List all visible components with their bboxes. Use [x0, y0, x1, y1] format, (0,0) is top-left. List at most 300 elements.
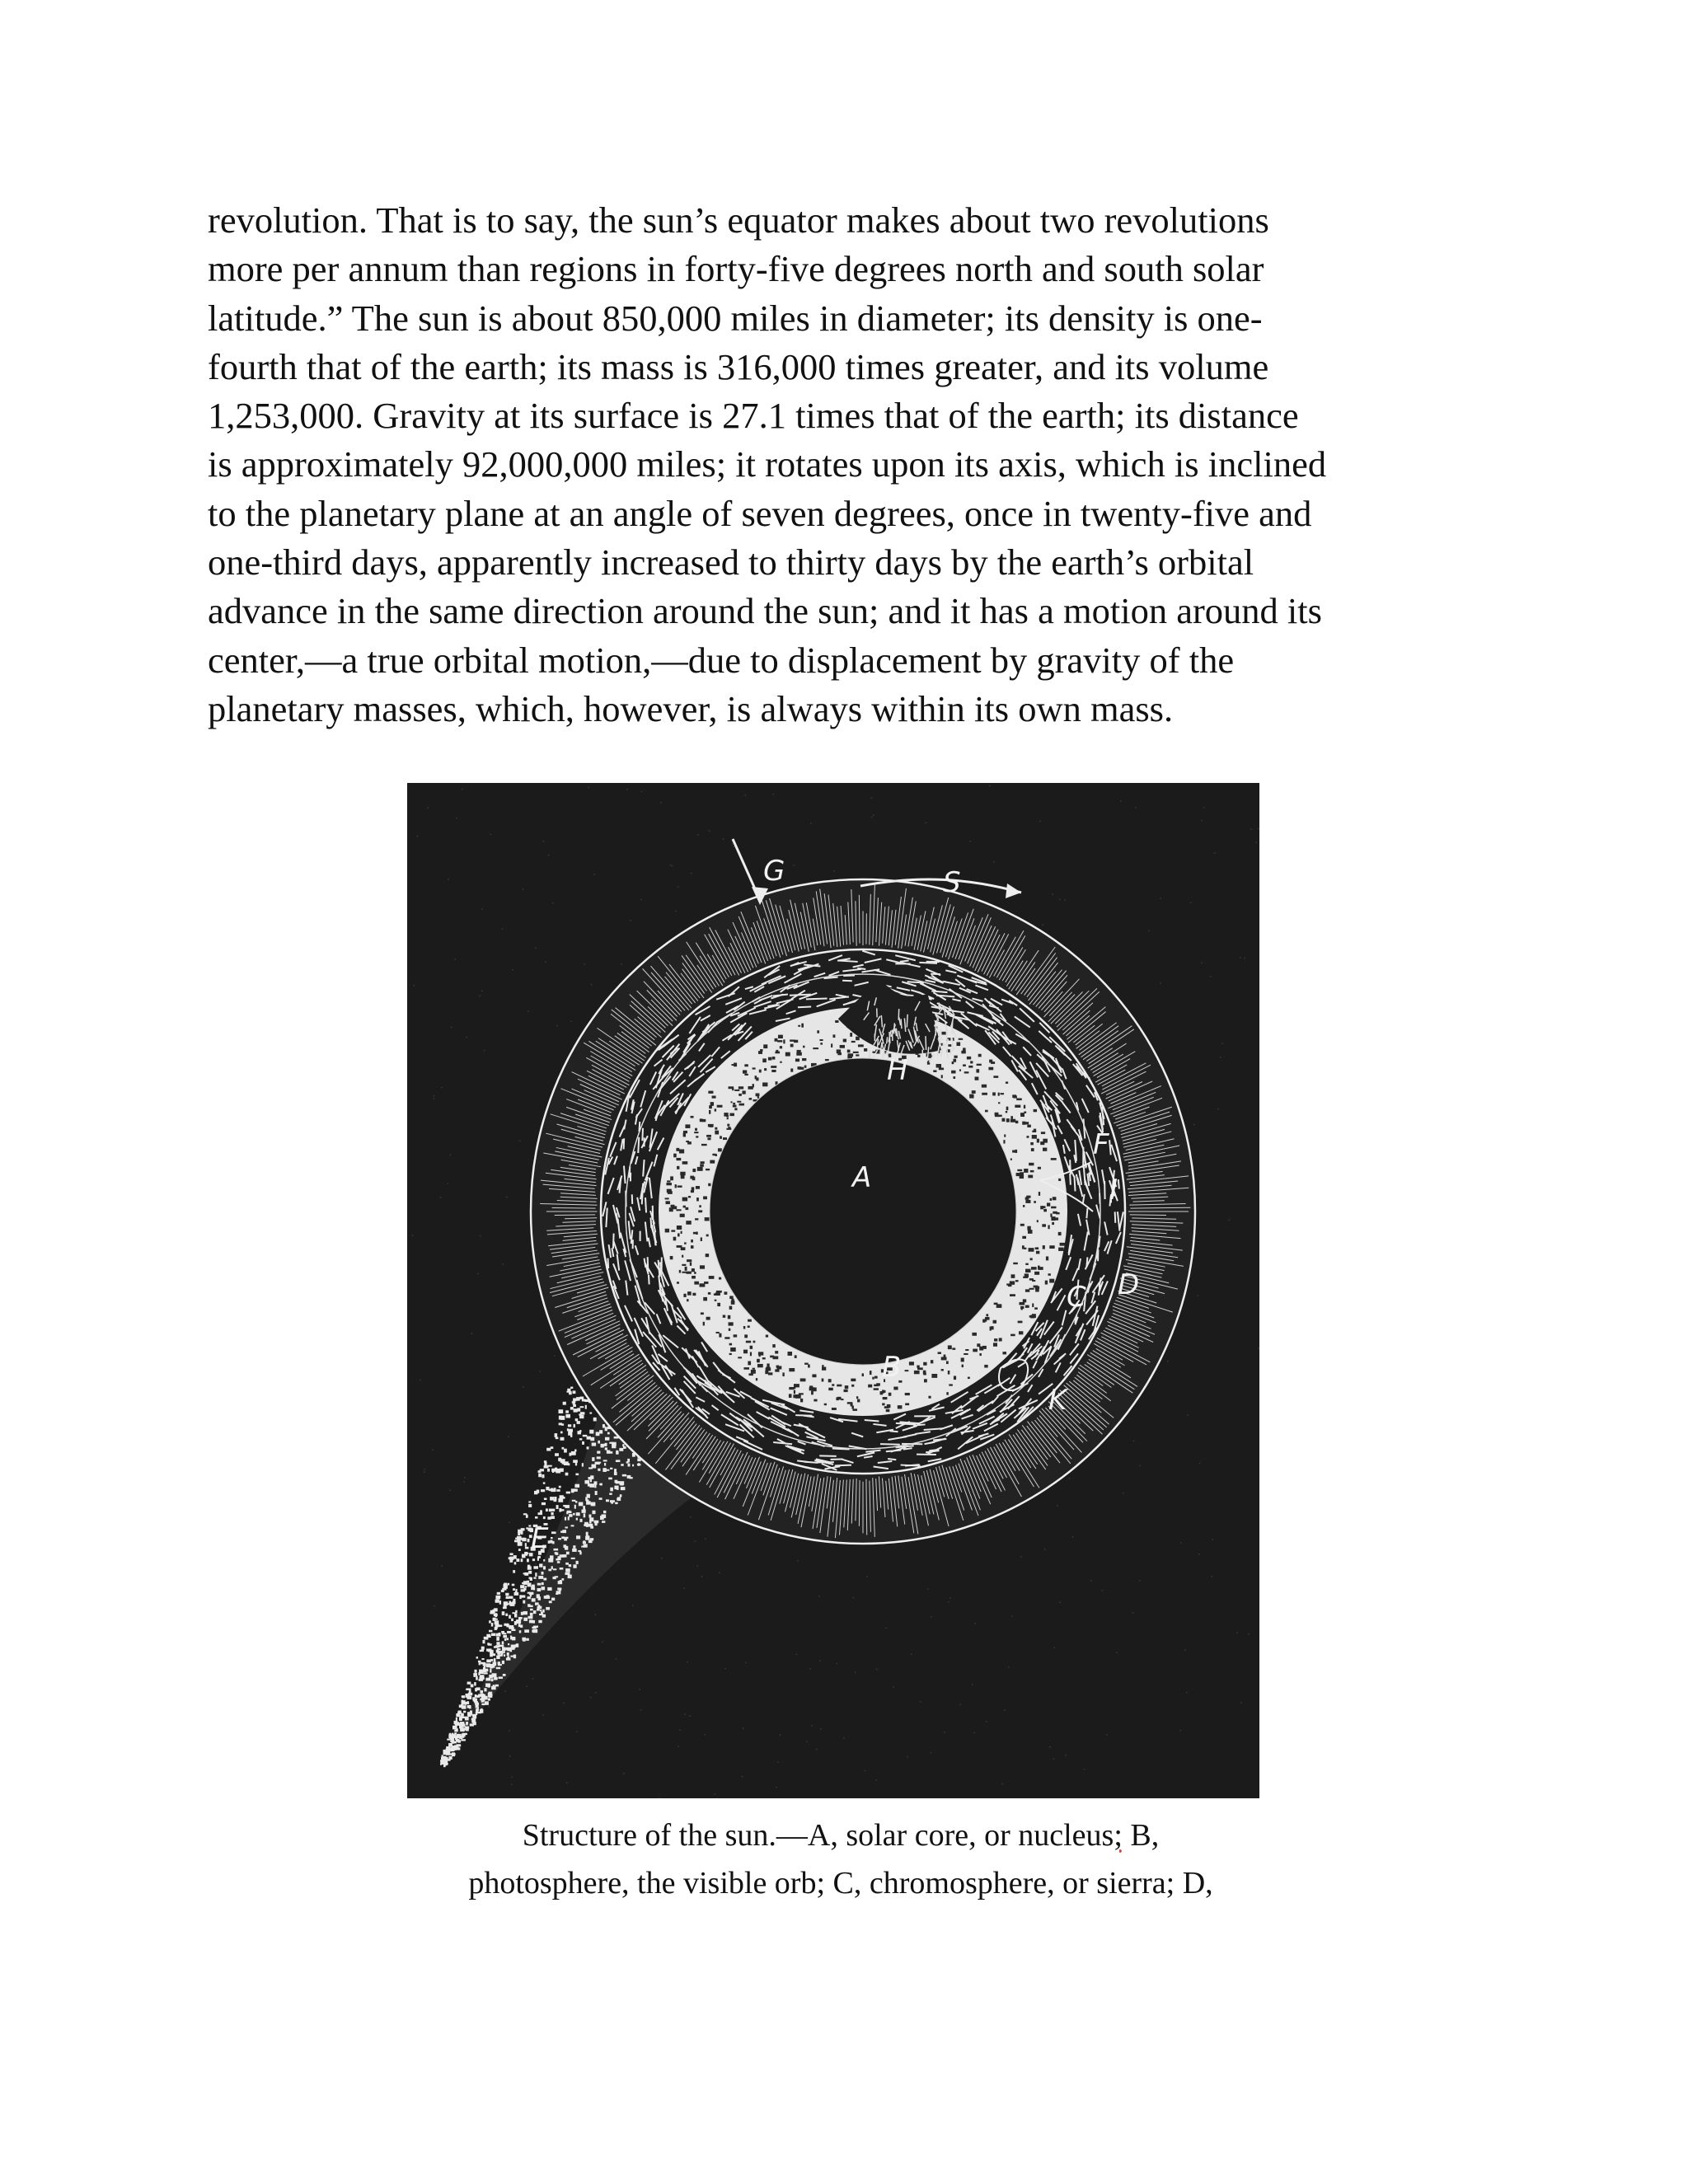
tail-particle [502, 1611, 505, 1615]
tail-particle [586, 1501, 591, 1504]
photosphere-speckle [1041, 1132, 1045, 1134]
photosphere-speckle [1025, 1200, 1030, 1203]
background-grain [554, 1355, 556, 1357]
photosphere-speckle [1002, 1352, 1006, 1354]
tail-particle [592, 1457, 594, 1461]
photosphere-speckle [837, 1385, 842, 1387]
photosphere-speckle [671, 1230, 675, 1231]
background-grain [685, 1713, 687, 1715]
photosphere-speckle [933, 1070, 936, 1072]
tail-particle [509, 1553, 513, 1555]
tail-particle [499, 1645, 502, 1647]
photosphere-speckle [1049, 1245, 1054, 1249]
background-grain [1256, 841, 1258, 843]
photosphere-speckle [1048, 1273, 1051, 1276]
photosphere-speckle [756, 1093, 760, 1096]
background-grain [679, 1730, 681, 1732]
tail-particle [553, 1549, 558, 1551]
photosphere-speckle [1034, 1272, 1039, 1275]
photosphere-speckle [898, 1405, 903, 1408]
photosphere-speckle [667, 1189, 672, 1193]
background-grain [843, 1737, 845, 1739]
photosphere-speckle [683, 1206, 686, 1208]
photosphere-speckle [832, 1034, 835, 1038]
tail-particle [628, 1464, 631, 1467]
tail-particle [614, 1469, 617, 1472]
photosphere-speckle [692, 1293, 696, 1296]
background-grain [724, 1668, 726, 1670]
label-k: K [1048, 1384, 1067, 1417]
tail-particle [504, 1654, 505, 1657]
photosphere-speckle [729, 1113, 734, 1117]
photosphere-speckle [783, 1039, 785, 1043]
background-grain [701, 1576, 703, 1577]
tail-particle [470, 1723, 474, 1726]
tail-particle [467, 1688, 469, 1690]
photosphere-speckle [1025, 1269, 1031, 1272]
photosphere-speckle [845, 1385, 848, 1389]
tail-particle [493, 1685, 495, 1687]
background-grain [926, 823, 927, 824]
tail-particle [483, 1667, 485, 1671]
background-grain [687, 1661, 688, 1663]
photosphere-speckle [715, 1108, 716, 1111]
photosphere-speckle [1051, 1158, 1057, 1160]
tail-particle [571, 1525, 574, 1526]
tail-particle [480, 1650, 484, 1652]
tail-particle [537, 1583, 542, 1586]
chromosphere-dash [1086, 1257, 1087, 1267]
background-grain [489, 1706, 490, 1708]
tail-particle [530, 1609, 533, 1611]
tail-particle [604, 1463, 606, 1466]
background-grain [777, 1761, 779, 1763]
background-grain [975, 1623, 977, 1624]
photosphere-speckle [820, 1043, 823, 1044]
chromosphere-dash [632, 1194, 633, 1204]
tail-particle [525, 1543, 527, 1546]
photosphere-speckle [1020, 1224, 1025, 1226]
tail-particle [535, 1516, 538, 1519]
tail-particle [626, 1461, 629, 1463]
photosphere-speckle [856, 1054, 859, 1056]
photosphere-speckle [985, 1110, 988, 1113]
photosphere-speckle [790, 1039, 795, 1041]
paragraph-line: to the planetary plane at an angle of seven degrees, once in twenty-five and [208, 492, 1312, 534]
background-grain [920, 1701, 921, 1703]
background-grain [875, 1779, 877, 1781]
tail-particle [506, 1638, 509, 1640]
tail-particle [551, 1512, 553, 1515]
photosphere-speckle [691, 1240, 693, 1243]
tail-particle [550, 1555, 553, 1559]
tail-particle [582, 1399, 586, 1401]
tail-particle [575, 1418, 578, 1421]
photosphere-speckle [738, 1357, 742, 1358]
corona-ray [859, 895, 860, 944]
tail-particle [460, 1714, 462, 1718]
background-grain [484, 1050, 485, 1052]
tail-particle [492, 1610, 495, 1614]
photosphere-speckle [704, 1282, 708, 1284]
tail-particle [603, 1468, 606, 1472]
background-grain [1240, 957, 1241, 958]
photosphere-speckle [948, 1345, 952, 1349]
photosphere-speckle [1019, 1331, 1023, 1334]
background-grain [1250, 828, 1252, 830]
tail-particle [510, 1558, 514, 1560]
tail-particle [573, 1545, 575, 1549]
photosphere-speckle [991, 1062, 995, 1064]
background-grain [972, 1684, 973, 1685]
photosphere-speckle [976, 1069, 979, 1072]
tail-particle [573, 1404, 576, 1407]
tail-particle [448, 1756, 451, 1759]
photosphere-speckle [970, 1061, 973, 1063]
tail-particle [506, 1657, 511, 1660]
tail-particle [570, 1387, 573, 1389]
background-grain [920, 882, 921, 883]
tail-particle [596, 1432, 600, 1436]
tail-particle [530, 1593, 532, 1597]
background-grain [1008, 1666, 1010, 1668]
tail-particle [599, 1497, 603, 1500]
label-d: D [1118, 1268, 1140, 1301]
photosphere-speckle [1006, 1107, 1009, 1110]
background-grain [873, 814, 874, 816]
tail-particle [555, 1576, 558, 1577]
photosphere-speckle [1039, 1192, 1040, 1196]
photosphere-speckle [856, 1037, 860, 1041]
tail-particle [492, 1675, 495, 1677]
photosphere-speckle [1028, 1230, 1033, 1234]
tail-particle [565, 1517, 566, 1521]
photosphere-speckle [1015, 1105, 1020, 1108]
tail-particle [548, 1569, 551, 1572]
photosphere-speckle [1053, 1197, 1057, 1200]
tail-particle [593, 1504, 595, 1507]
photosphere-speckle [677, 1282, 679, 1283]
photosphere-speckle [685, 1267, 687, 1271]
photosphere-speckle [1032, 1135, 1037, 1139]
background-grain [1229, 1220, 1231, 1221]
photosphere-speckle [1043, 1245, 1045, 1249]
tail-particle [486, 1648, 491, 1651]
background-grain [1210, 976, 1212, 977]
spellcheck-semicolon[interactable]: ; [1114, 1818, 1123, 1853]
photosphere-speckle [1025, 1305, 1029, 1308]
photosphere-speckle [991, 1326, 994, 1329]
tail-particle [585, 1405, 587, 1409]
photosphere-speckle [1020, 1175, 1024, 1179]
tail-particle [509, 1596, 513, 1599]
tail-particle [476, 1676, 478, 1680]
background-grain [417, 836, 419, 837]
background-grain [640, 1709, 642, 1711]
tail-particle [507, 1647, 511, 1652]
tail-particle [513, 1588, 515, 1591]
background-grain [602, 1642, 603, 1643]
photosphere-speckle [707, 1137, 710, 1140]
background-grain [1217, 1108, 1219, 1110]
tail-particle [566, 1511, 568, 1515]
tail-particle [516, 1619, 521, 1624]
tail-particle [594, 1484, 596, 1488]
tail-particle [515, 1610, 517, 1614]
background-grain [434, 1605, 435, 1607]
tail-particle [486, 1659, 490, 1662]
photosphere-speckle [814, 1399, 817, 1402]
tail-particle [537, 1556, 541, 1558]
tail-particle [446, 1763, 448, 1765]
tail-particle [560, 1495, 564, 1498]
photosphere-speckle [883, 1390, 885, 1393]
photosphere-speckle [995, 1114, 1000, 1117]
tail-particle [575, 1501, 577, 1503]
photosphere-speckle [700, 1164, 704, 1166]
tail-particle [532, 1558, 535, 1561]
tail-particle [447, 1739, 450, 1741]
photosphere-speckle [800, 1378, 806, 1381]
tail-particle [538, 1576, 543, 1579]
tail-particle [573, 1390, 576, 1394]
background-grain [441, 1565, 443, 1567]
photosphere-speckle [857, 1399, 860, 1403]
tail-particle [564, 1537, 567, 1540]
tail-particle [577, 1421, 580, 1424]
photosphere-speckle [712, 1095, 716, 1098]
tail-particle [555, 1453, 559, 1456]
tail-particle [574, 1505, 576, 1509]
tail-particle [487, 1636, 491, 1638]
sun-structure-illustration [407, 783, 1259, 1798]
photosphere-speckle [956, 1042, 960, 1046]
tail-particle [521, 1530, 523, 1534]
tail-particle [573, 1460, 578, 1463]
tail-particle [572, 1500, 576, 1502]
photosphere-speckle [1058, 1179, 1061, 1181]
tail-particle [457, 1740, 461, 1742]
tail-particle [513, 1599, 515, 1602]
photosphere-speckle [1021, 1306, 1023, 1310]
tail-particle [551, 1516, 555, 1519]
background-grain [661, 1558, 663, 1559]
tail-particle [499, 1676, 504, 1679]
photosphere-speckle [835, 1020, 838, 1023]
photosphere-speckle [1025, 1122, 1029, 1124]
tail-particle [565, 1572, 570, 1575]
photosphere-speckle [979, 1347, 983, 1351]
tail-particle [605, 1437, 609, 1441]
background-grain [1202, 963, 1203, 964]
photosphere-speckle [1006, 1118, 1010, 1122]
photosphere-speckle [724, 1113, 728, 1117]
photosphere-speckle [790, 1068, 793, 1071]
photosphere-speckle [715, 1292, 720, 1295]
tail-particle [443, 1750, 445, 1755]
background-grain [632, 1605, 634, 1606]
photosphere-speckle [694, 1282, 699, 1285]
background-grain [451, 1027, 452, 1029]
tail-particle [598, 1441, 600, 1444]
tail-particle [573, 1398, 576, 1401]
photosphere-speckle [1028, 1175, 1033, 1179]
photosphere-speckle [1034, 1129, 1036, 1132]
photosphere-speckle [676, 1158, 681, 1160]
photosphere-speckle [954, 1056, 958, 1058]
background-grain [745, 794, 747, 796]
background-grain [1180, 1542, 1182, 1544]
tail-particle [565, 1473, 569, 1476]
photosphere-speckle [790, 1044, 794, 1047]
background-grain [1084, 1769, 1085, 1770]
photosphere-speckle [963, 1047, 965, 1052]
photosphere-speckle [804, 1066, 807, 1068]
background-grain [523, 888, 524, 890]
tail-particle [629, 1477, 632, 1479]
tail-particle [601, 1444, 604, 1447]
tail-particle [518, 1617, 523, 1619]
tail-particle [540, 1469, 544, 1471]
tail-particle [505, 1593, 509, 1596]
photosphere-speckle [696, 1197, 699, 1201]
tail-particle [612, 1445, 616, 1448]
photosphere-speckle [667, 1180, 670, 1182]
background-grain [414, 985, 415, 987]
tail-particle [572, 1401, 576, 1403]
tail-particle [579, 1415, 584, 1418]
background-grain [837, 1663, 838, 1665]
background-grain [548, 855, 550, 856]
photosphere-speckle [699, 1283, 705, 1286]
tail-particle [562, 1530, 566, 1533]
tail-particle [559, 1486, 561, 1488]
photosphere-speckle [964, 1071, 969, 1073]
h-region-stroke [892, 1030, 893, 1041]
tail-particle [597, 1451, 600, 1453]
background-grain [526, 1685, 528, 1687]
chromosphere-dash [624, 1138, 625, 1149]
photosphere-speckle [723, 1137, 727, 1140]
photosphere-speckle [729, 1306, 733, 1310]
tail-particle [448, 1743, 452, 1747]
photosphere-speckle [952, 1347, 955, 1349]
tail-particle [467, 1682, 471, 1685]
photosphere-speckle [727, 1124, 729, 1127]
paragraph-line: 1,253,000. Gravity at its surface is 27.1 times that of the earth; its distance [208, 395, 1299, 437]
photosphere-speckle [762, 1357, 766, 1359]
photosphere-speckle [852, 1408, 857, 1411]
tail-particle [566, 1552, 570, 1555]
photosphere-speckle [696, 1136, 698, 1137]
photosphere-speckle [841, 1399, 843, 1400]
background-grain [660, 802, 662, 804]
tail-particle [450, 1739, 454, 1742]
tail-particle [558, 1498, 563, 1502]
tail-particle [561, 1578, 564, 1581]
photosphere-speckle [979, 1353, 981, 1356]
photosphere-speckle [706, 1169, 710, 1170]
photosphere-speckle [738, 1094, 742, 1096]
background-grain [490, 834, 492, 836]
photosphere-speckle [1030, 1258, 1033, 1260]
background-grain [1135, 807, 1137, 808]
chromosphere-dash [638, 1137, 639, 1153]
photosphere-speckle [862, 1373, 864, 1376]
tail-particle [592, 1511, 595, 1514]
tail-particle [519, 1630, 522, 1633]
photosphere-speckle [923, 1362, 926, 1366]
photosphere-speckle [1027, 1136, 1029, 1138]
photosphere-speckle [685, 1124, 690, 1128]
photosphere-speckle [1018, 1321, 1023, 1324]
photosphere-speckle [1029, 1288, 1034, 1290]
tail-particle [606, 1499, 609, 1502]
background-grain [509, 1755, 511, 1757]
tail-particle [489, 1620, 491, 1623]
photosphere-speckle [1036, 1251, 1039, 1254]
photosphere-speckle [703, 1297, 707, 1301]
photosphere-speckle [948, 1371, 950, 1375]
background-grain [931, 1616, 932, 1618]
tail-particle [615, 1502, 617, 1505]
tail-particle [523, 1611, 528, 1615]
tail-particle [555, 1433, 558, 1437]
photosphere-speckle [917, 1367, 923, 1370]
tail-particle [584, 1522, 588, 1526]
photosphere-speckle [709, 1110, 710, 1114]
tail-particle [499, 1596, 500, 1598]
tail-particle [483, 1671, 487, 1672]
photosphere-speckle [822, 1365, 823, 1367]
photosphere-speckle [705, 1217, 710, 1221]
tail-particle [555, 1468, 557, 1469]
background-grain [450, 1154, 452, 1155]
photosphere-speckle [893, 1387, 898, 1390]
background-grain [481, 908, 483, 910]
background-grain [675, 911, 677, 912]
tail-particle [551, 1537, 553, 1539]
background-grain [793, 865, 795, 866]
photosphere-speckle [666, 1201, 670, 1204]
tail-particle [516, 1643, 518, 1647]
photosphere-speckle [961, 1357, 964, 1361]
background-grain [689, 1716, 691, 1718]
background-grain [640, 899, 642, 901]
photosphere-speckle [729, 1343, 732, 1346]
background-grain [745, 1662, 747, 1664]
photosphere-speckle [679, 1270, 681, 1273]
background-grain [480, 1235, 481, 1237]
tail-particle [606, 1469, 609, 1471]
tail-particle [560, 1509, 564, 1511]
tail-particle [456, 1713, 460, 1717]
photosphere-speckle [853, 1052, 859, 1053]
paragraph-line: fourth that of the earth; its mass is 316,000 times greater, and its volume [208, 345, 1269, 387]
tail-particle [569, 1453, 571, 1456]
photosphere-speckle [998, 1093, 1000, 1096]
tail-particle [583, 1540, 584, 1542]
tail-particle [513, 1555, 517, 1559]
tail-particle [484, 1688, 486, 1691]
tail-particle [574, 1424, 575, 1427]
tail-particle [486, 1663, 491, 1667]
background-grain [1198, 1554, 1200, 1555]
tail-particle [461, 1739, 466, 1741]
tail-particle [520, 1585, 524, 1588]
photosphere-speckle [1010, 1334, 1015, 1337]
background-grain [876, 1669, 878, 1671]
